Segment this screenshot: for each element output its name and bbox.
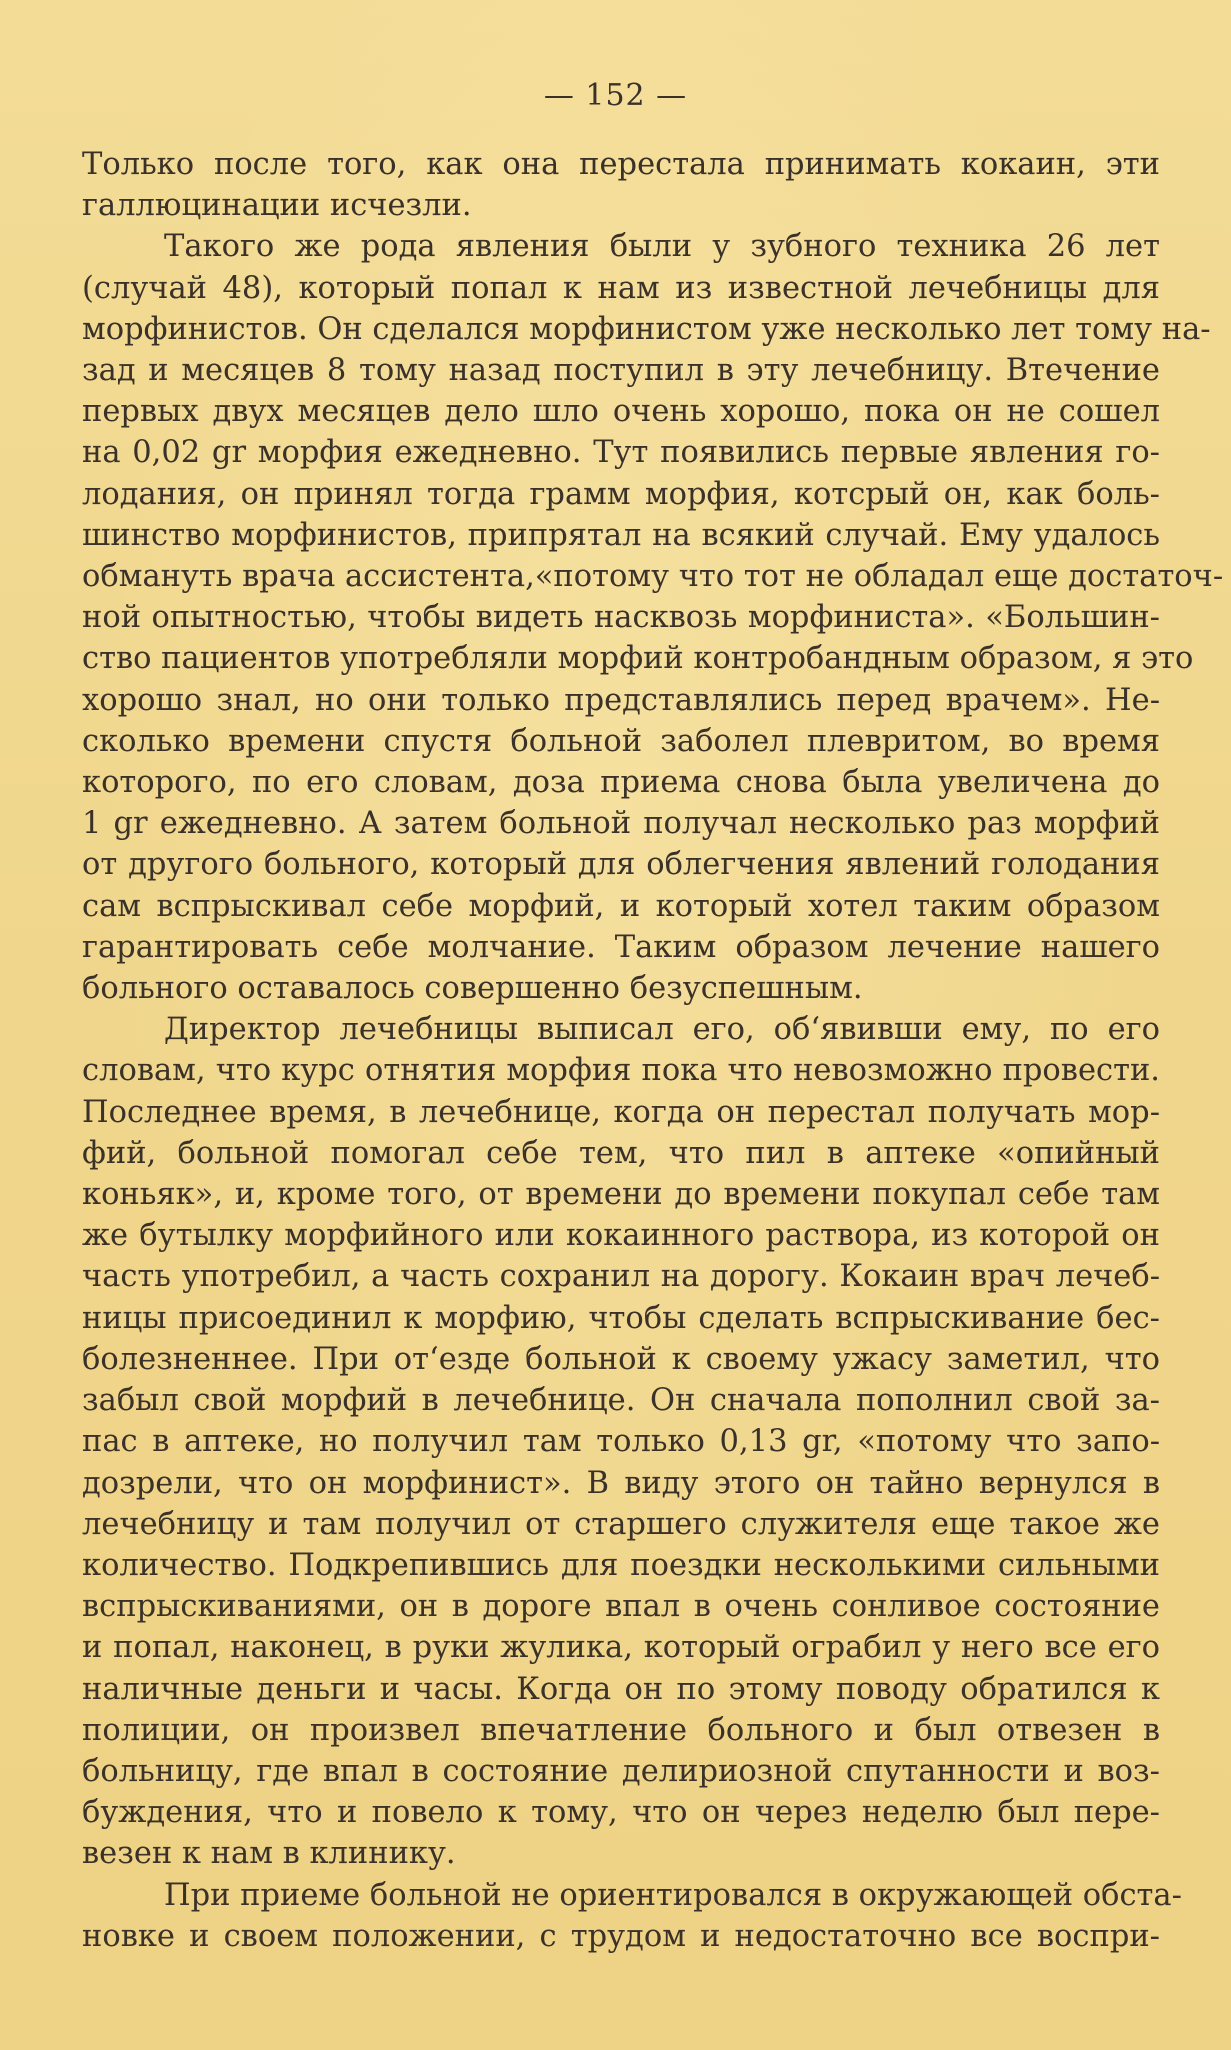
text-line: хорошо знал, но они только представлялись перед врачем». Не- (82, 682, 1160, 718)
text-line: часть употребил, а часть сохранил на дорогу. Кокаин врач лечеб- (82, 1259, 1160, 1295)
text-line: шинство морфинистов, припрятал на всякий случай. Ему удалось (82, 517, 1160, 553)
paragraph (82, 1009, 1160, 1874)
text-line: новке и своем положении, с трудом и недостаточно все воспри- (82, 1918, 1160, 1954)
text-line: сам вспрыскивал себе морфий, и который хотел таким образом (82, 888, 1160, 924)
text-line: и попал, наконец, в руки жулика, который ограбил у него все его (82, 1630, 1160, 1666)
text-line: вспрыскиваниями, он в дороге впал в очень сонливое состояние (82, 1589, 1160, 1625)
text-line: ной опытностью, чтобы видеть насквозь морфиниста». «Большин- (82, 600, 1160, 636)
text-line: буждения, что и повело к тому, что он через неделю был пере- (82, 1795, 1160, 1831)
text-line: гарантировать себе молчание. Таким образом лечение нашего (82, 929, 1160, 965)
text-line: ницы присоединил к морфию, чтобы сделать вспрыскивание бес- (82, 1300, 1160, 1336)
text-line: Директор лечебницы выписал его, об‘явивши ему, по его (164, 1012, 1160, 1048)
text-line: которого, по его словам, доза приема снова была увеличена до (82, 765, 1160, 801)
text-line: же бутылку морфийного или кокаинного раствора, из которой он (82, 1218, 1160, 1254)
text-line: первых двух месяцев дело шло очень хорошо, пока он не сошел (82, 394, 1160, 430)
text-line: Последнее время, в лечебнице, когда он перестал получать мор- (82, 1094, 1160, 1130)
text-line: лечебницу и там получил от старшего служителя еще такое же (82, 1506, 1160, 1542)
text-line: 1 gr ежедневно. А затем больной получал несколько раз морфий (82, 806, 1160, 842)
text-line: больного оставалось совершенно безуспешным. (82, 971, 863, 1007)
text-line: обмануть врача ассистента,«потому что тот не обладал еще достаточ- (82, 559, 1224, 595)
text-line: на 0,02 gr морфия ежедневно. Тут появились первые явления го- (82, 435, 1160, 471)
text-line: больницу, где впал в состояние делириозной спутанности и воз- (82, 1753, 1160, 1789)
text-line: При приеме больной не ориентировался в окружающей обста- (164, 1877, 1182, 1913)
text-line: везен к нам в клинику. (82, 1836, 456, 1872)
text-line: морфинистов. Он сделался морфинистом уже несколько лет тому на- (82, 311, 1211, 347)
text-line: Только после того, как она перестала принимать кокаин, эти (82, 147, 1160, 182)
paragraph (82, 226, 1224, 1009)
page-number: — 152 — (543, 78, 688, 113)
text-line: галлюцинации исчезли. (82, 188, 472, 224)
paragraph (82, 144, 1160, 226)
text-line: Такого же рода явления были у зубного техника 26 лет (164, 229, 1160, 265)
text-line: зад и месяцев 8 тому назад поступил в эту лечебницу. Втечение (82, 353, 1160, 389)
text-line: коньяк», и, кроме того, от времени до времени покупал себе там (82, 1177, 1160, 1213)
text-line: забыл свой морфий в лечебнице. Он сначала пополнил свой за- (82, 1383, 1160, 1419)
text-line: лодания, он принял тогда грамм морфия, котсрый он, как боль- (82, 476, 1160, 512)
text-line: (случай 48), который попал к нам из известной лечебницы для (82, 270, 1160, 306)
paragraph (82, 1875, 1182, 1957)
text-line: словам, что курс отнятия морфия пока что невозможно провести. (82, 1053, 1160, 1089)
text-line: ство пациентов употребляли морфий контробандным образом, я это (82, 641, 1194, 677)
text-line: количество. Подкрепившись для поездки несколькими сильными (82, 1547, 1160, 1583)
text-line: наличные деньги и часы. Когда он по этому поводу обратился к (82, 1671, 1160, 1707)
body-text (82, 144, 1224, 1957)
text-line: болезненнее. При от‘езде больной к своему ужасу заметил, что (82, 1341, 1160, 1377)
text-line: сколько времени спустя больной заболел плевритом, во время (82, 723, 1160, 759)
text-line: полиции, он произвел впечатление больного и был отвезен в (82, 1712, 1160, 1748)
text-line: фий, больной помогал себе тем, что пил в аптеке «опийный (82, 1135, 1160, 1171)
text-line: дозрели, что он морфинист». В виду этого он тайно вернулся в (82, 1465, 1160, 1501)
text-line: пас в аптеке, но получил там только 0,13 gr, «потому что запо- (82, 1424, 1160, 1460)
text-line: от другого больного, который для облегчения явлений голодания (82, 847, 1160, 883)
